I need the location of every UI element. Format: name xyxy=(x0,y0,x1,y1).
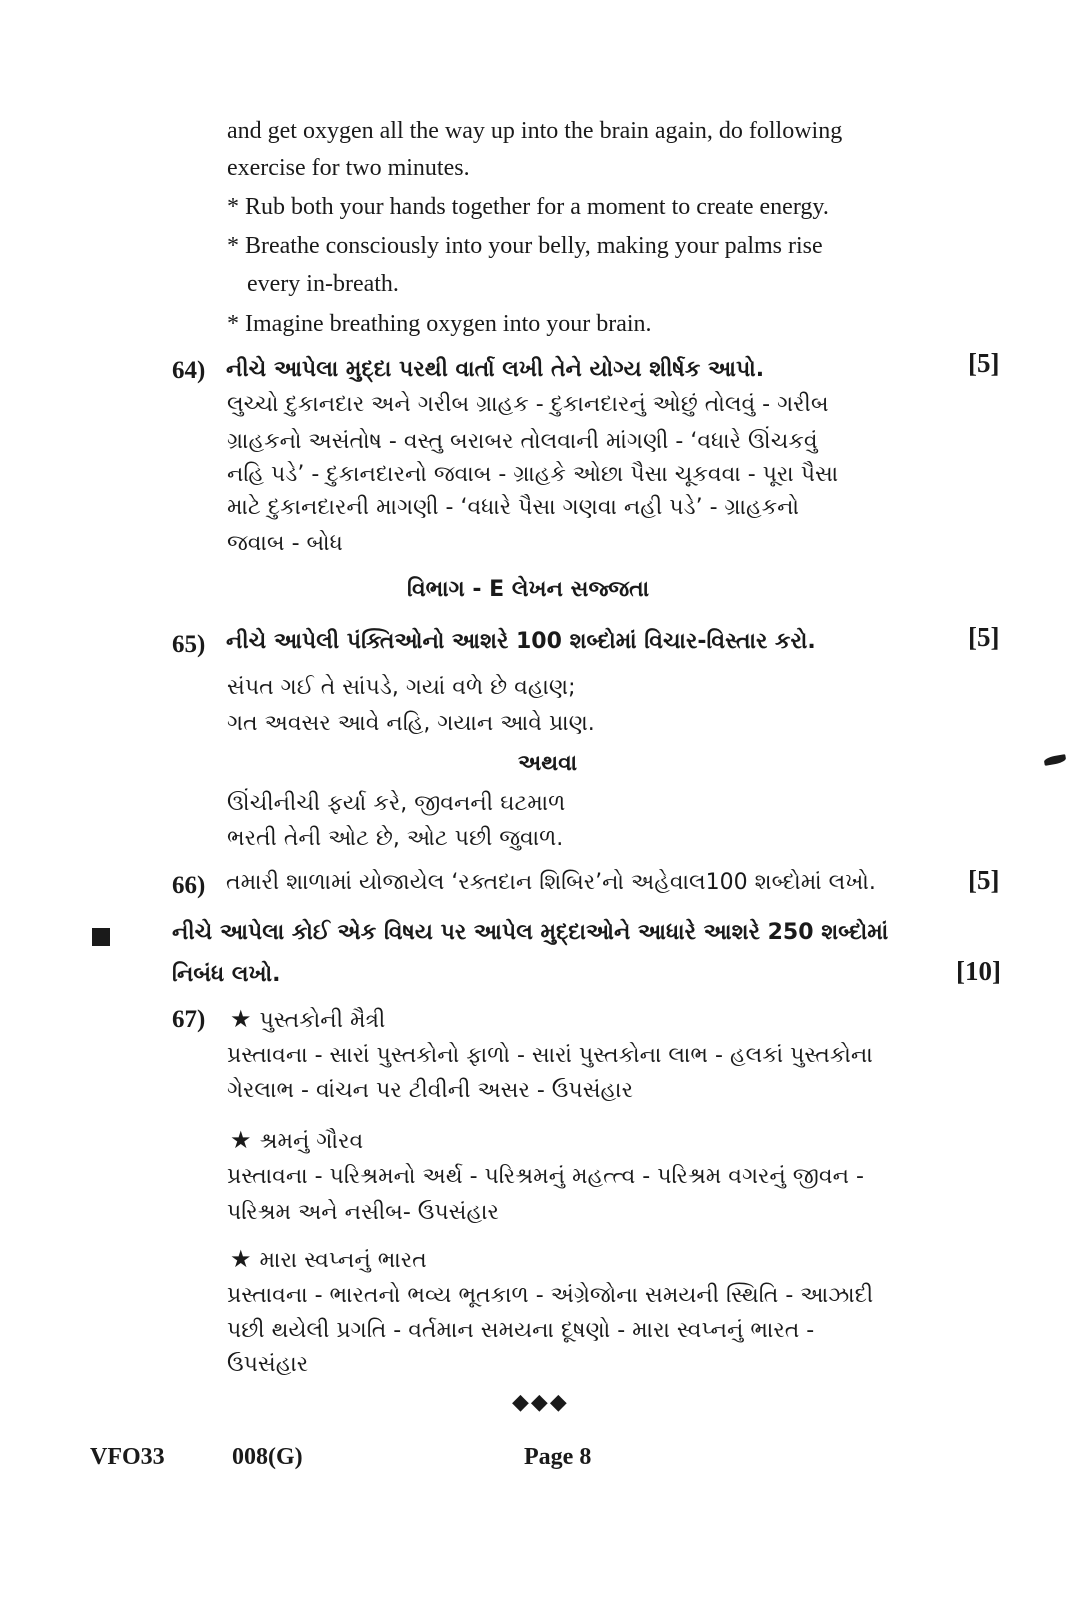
q67-number: 67) xyxy=(172,1006,206,1033)
q66-title: તમારી શાળામાં યોજાયેલ ‘રક્તદાન શિબિર’નો અહેવાલ100 શબ્દોમાં લખો. xyxy=(226,870,876,895)
q67-topic-2-line-2: પરિશ્રમ અને નસીબ- ઉપસંહાર xyxy=(227,1200,499,1225)
essay-marks: [10] xyxy=(956,956,1001,986)
star-icon: ★ xyxy=(230,1005,252,1033)
q65-marks: [5] xyxy=(968,622,1000,652)
q67-topic-3-line-2: પછી થયેલી પ્રગતિ - વર્તમાન સમયના દૂષણો - મારા સ્વપ્નનું ભારત - xyxy=(227,1318,815,1343)
q67-topic-1-line-1: પ્રસ્તાવના - સારાં પુસ્તકોનો ફાળો - સારાં પુસ્તકોના લાભ - હલકાં પુસ્તકોના xyxy=(227,1043,873,1068)
scan-mark xyxy=(1043,754,1066,766)
q64-line-1: લુચ્ચો દુકાનદાર અને ગરીબ ગ્રાહક - દુકાનદારનું ઓછું તોલવું - ગરીબ xyxy=(227,392,829,417)
q67-topic-3-line-3: ઉપસંહાર xyxy=(227,1352,309,1377)
intro-bullet-2a: * Breathe consciously into your belly, making your palms rise xyxy=(227,233,823,259)
star-icon: ★ xyxy=(230,1126,252,1154)
q66-number: 66) xyxy=(172,872,206,899)
q65-title: નીચે આપેલી પંક્તિઓનો આશરે 100 શબ્દોમાં વિચાર-વિસ્તાર કરો. xyxy=(226,629,816,654)
footer-page-number: Page 8 xyxy=(524,1444,592,1470)
q65-number: 65) xyxy=(172,631,206,658)
intro-bullet-1: * Rub both your hands together for a moment to create energy. xyxy=(227,194,829,220)
q67-topic-1-line-2: ગેરલાભ - વાંચન પર ટીવીની અસર - ઉપસંહાર xyxy=(227,1078,633,1103)
q67-topic-1-title: પુસ્તકોની મૈત્રી xyxy=(259,1008,386,1033)
q67-topic-3-title: મારા સ્વપ્નનું ભારત xyxy=(259,1248,427,1273)
intro-line-1: and get oxygen all the way up into the brain again, do following xyxy=(227,118,843,144)
section-e-title: વિભાગ - E લેખન સજ્જતા xyxy=(407,577,650,602)
q64-number: 64) xyxy=(172,357,206,384)
q67-topic-2-title: શ્રમનું ગૌરવ xyxy=(259,1129,364,1154)
essay-instruction-line-1: નીચે આપેલા કોઈ એક વિષય પર આપેલ મુદ્દાઓને આધારે આશરે 250 શબ્દોમાં xyxy=(172,920,889,945)
footer-paper-code: 008(G) xyxy=(232,1444,303,1470)
bullet-square-icon xyxy=(92,928,110,946)
footer-code: VFO33 xyxy=(90,1444,165,1470)
q65-line-b2: ભરતી તેની ઓટ છે, ઓટ પછી જુવાળ. xyxy=(227,826,564,851)
q65-line-b1: ઊંચીનીચી ફર્યા કરે, જીવનની ઘટમાળ xyxy=(227,791,566,816)
q65-line-a2: ગત અવસર આવે નહિ, ગયાન આવે પ્રાણ. xyxy=(227,711,595,736)
intro-bullet-3: * Imagine breathing oxygen into your brain. xyxy=(227,311,652,337)
intro-line-2: exercise for two minutes. xyxy=(227,155,470,181)
q65-or: અથવા xyxy=(518,751,578,776)
q66-marks: [5] xyxy=(968,865,1000,895)
q67-topic-2-line-1: પ્રસ્તાવના - પરિશ્રમનો અર્થ - પરિશ્રમનું મહત્ત્વ - પરિશ્રમ વગરનું જીવન - xyxy=(227,1164,864,1189)
q67-topic-3 xyxy=(230,1244,427,1276)
q64-line-3: નહિ પડે’ - દુકાનદારનો જવાબ - ગ્રાહકે ઓછા પૈસા ચૂકવવા - પૂરા પૈસા xyxy=(227,462,839,487)
essay-instruction-line-2: નિબંધ લખો. xyxy=(172,962,281,987)
q67-topic-2 xyxy=(230,1125,363,1157)
q64-line-2: ગ્રાહકનો અસંતોષ - વસ્તુ બરાબર તોલવાની માંગણી - ‘વધારે ઊંચકવું xyxy=(227,429,818,454)
q67-topic-1 xyxy=(230,1004,385,1036)
intro-bullet-2b: every in-breath. xyxy=(247,271,399,297)
q67-topic-3-line-1: પ્રસ્તાવના - ભારતનો ભવ્ય ભૂતકાળ - અંગ્રેજોના સમયની સ્થિતિ - આઝાદી xyxy=(227,1283,874,1308)
q64-marks: [5] xyxy=(968,348,1000,378)
end-diamonds-icon: ◆◆◆ xyxy=(512,1390,569,1415)
q64-line-5: જવાબ - બોધ xyxy=(227,531,343,556)
q64-line-4: માટે દુકાનદારની માગણી - ‘વધારે પૈસા ગણવા નહી પડે’ - ગ્રાહકનો xyxy=(227,495,800,520)
star-icon: ★ xyxy=(230,1245,252,1273)
q65-line-a1: સંપત ગઈ તે સાંપડે, ગયાં વળે છે વહાણ; xyxy=(227,675,576,700)
q64-title: નીચે આપેલા મુદ્દા પરથી વાર્તા લખી તેને યોગ્ય શીર્ષક આપો. xyxy=(226,357,765,382)
